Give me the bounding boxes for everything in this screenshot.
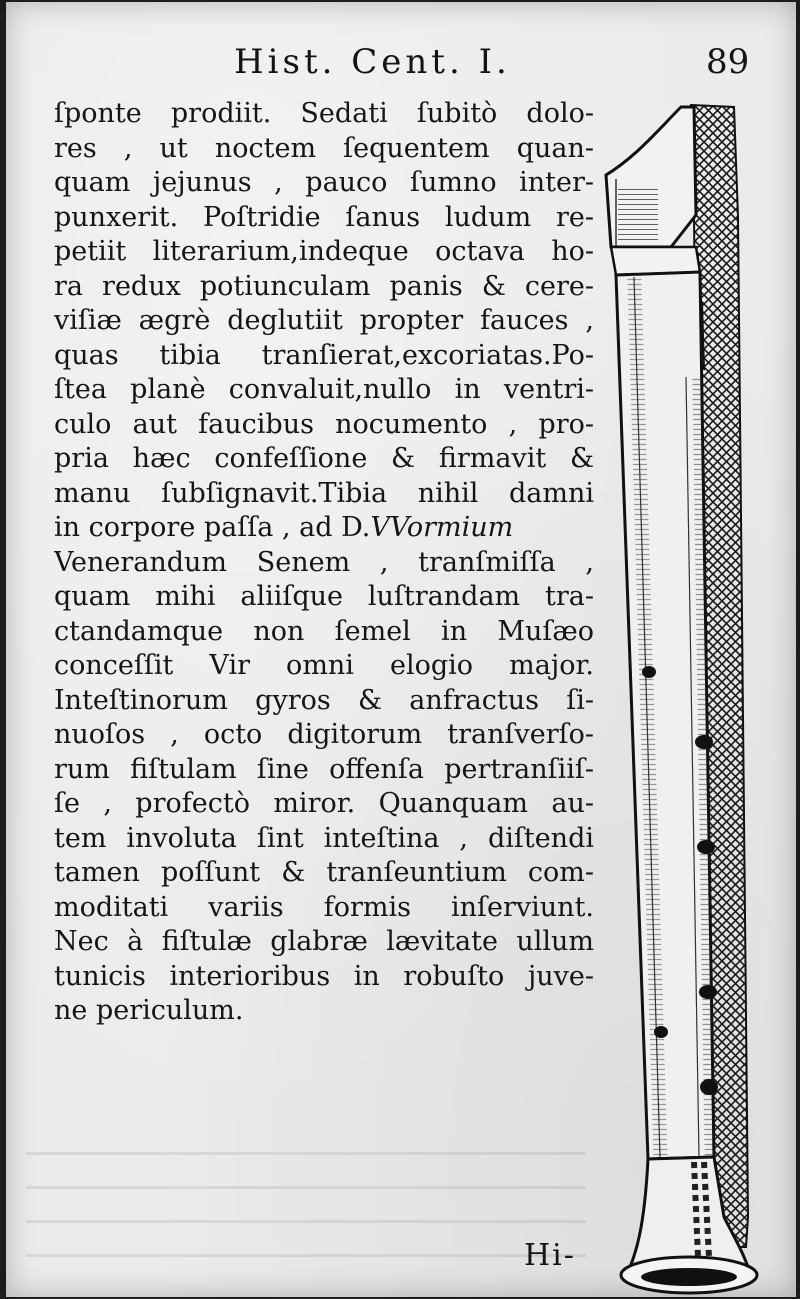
finger-hole	[654, 1026, 668, 1038]
text-line: tem involuta ſint inteſtina , diſtendi	[54, 822, 594, 854]
text-line: ſtea planè convaluit,nullo in ventri-	[54, 374, 594, 405]
text-line: viſiæ ægrè deglutiit propter fauces ,	[54, 305, 594, 336]
catchword: Hi-	[524, 1238, 576, 1273]
text-line: ra redux potiunculam panis & cere-	[54, 270, 594, 302]
text-line: culo aut faucibus nocumento , pro-	[54, 408, 594, 440]
text-line: ſe , profectò miror. Quanquam au-	[54, 788, 594, 819]
book-page	[6, 2, 796, 1297]
finger-hole	[700, 1079, 718, 1095]
finger-hole	[642, 666, 656, 678]
text-line: rum fiſtulam ſine offenſa pertranſiiſ-	[54, 753, 594, 785]
page-number: 89	[706, 42, 750, 82]
text-line-start: in corpore paſſa , ad D.	[54, 512, 371, 543]
body-text	[54, 97, 594, 1029]
text-line: punxerit. Poſtridie ſanus ludum re-	[54, 201, 594, 233]
text-line: quam jejunus , pauco ſumno inter-	[54, 167, 594, 198]
text-line: tunicis interioribus in robuſto juve-	[54, 960, 594, 992]
text-line: Inteſtinorum gyros & anfractus ſi-	[54, 684, 594, 716]
flute-woodcut	[596, 97, 766, 1297]
text-line: res , ut noctem ſequentem quan-	[54, 132, 594, 164]
text-line	[54, 511, 594, 546]
text-line: pria hæc confeſſione & firmavit &	[54, 443, 594, 474]
flute-illustration	[596, 97, 766, 1297]
italic-name: VVormium	[370, 512, 514, 543]
text-line: manu ſubſignavit.Tibia nihil damni	[54, 477, 594, 509]
text-line: ctandamque non ſemel in Muſæo	[54, 615, 594, 647]
show-through-text	[26, 1152, 586, 1272]
finger-hole	[697, 840, 715, 854]
text-line: Venerandum Senem , tranſmiſſa ,	[54, 546, 594, 578]
text-line: ſponte prodiit. Sedati ſubitò dolo-	[54, 98, 594, 129]
text-line: tamen poſſunt & tranſeuntium com-	[54, 857, 594, 888]
text-line: conceſſit Vir omni elogio major.	[54, 650, 594, 681]
text-line: petiit literarium,indeque octava ho-	[54, 236, 594, 267]
text-line: ne periculum.	[54, 995, 244, 1026]
text-line: quam mihi aliiſque luſtrandam tra-	[54, 581, 594, 612]
text-line: nuoſos , octo digitorum tranſverſo-	[54, 719, 594, 750]
finger-hole	[699, 985, 717, 999]
text-line: Nec à fiſtulæ glabræ lævitate ullum	[54, 926, 594, 957]
text-line: moditati variis formis inſerviunt.	[54, 891, 594, 923]
text-line: quas tibia tranſierat,excoriatas.Po-	[54, 339, 594, 371]
finger-hole	[695, 735, 713, 749]
running-title: Hist. Cent. I.	[234, 42, 511, 82]
